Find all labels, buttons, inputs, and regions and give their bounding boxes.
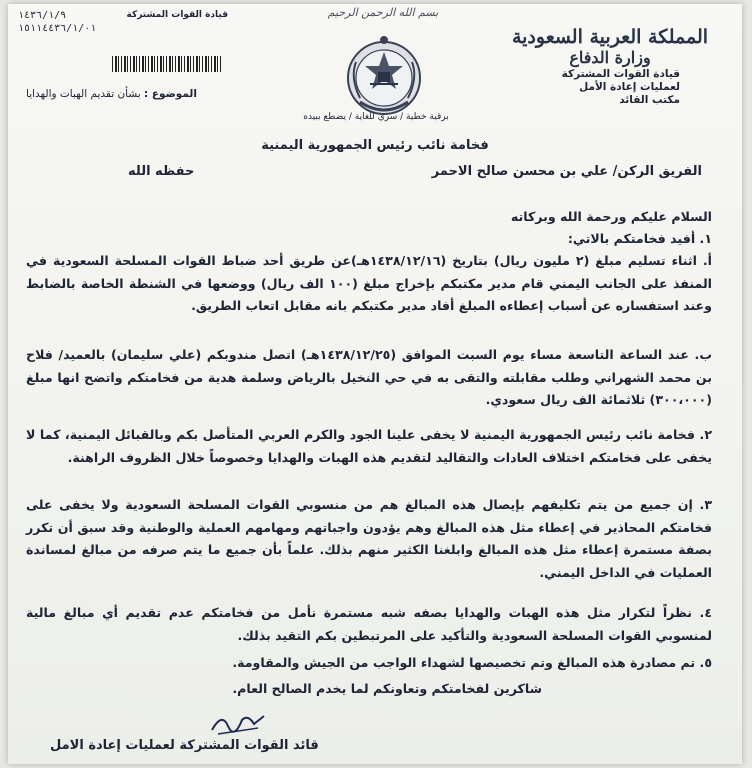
reference-date: ١٥١١٤٤٣٦/١/٠١ (18, 23, 97, 34)
paragraph-2: ٢. فخامة نائب رئيس الجمهورية اليمنية لا يخفى علينا الجود والكرم العربي المتأصل بكم وبالقبائل اليمنية، كما لا يخفى على فخامتكم اختلاف العادات والتقاليد لتقديم هذه الهبات والهدايا وخصوصاً خلال الظروف الراهنة. (26, 427, 712, 465)
paragraph-3: ٣. إن جميع من يتم تكليفهم بإيصال هذه المبالغ هم من منسوبي القوات المسلحة السعودية ولا يخفى على فخامتكم المحاذير في إعطاء مثل هذه المبالغ وهم يؤدون واجباتهم ومهامهم العملية والوطنية وقد سبق أن تكرر بصفة مستمرة إعطاء مثل هذه المبالغ وابلغنا الكثير منهم بذلك. علماً بأن جميع ما يتم صرفه من مبالغ لمساندة العمليات في الداخل اليمني. (26, 497, 712, 580)
letterhead (500, 26, 720, 107)
addressee-blessing: حفظه الله (128, 164, 195, 179)
reference-number: ١٤٣٦/١/٩ (18, 10, 67, 21)
left-unit-label: قيادة القوات المشتركة (126, 10, 228, 20)
dept-line-3: مكتب القائد (619, 94, 680, 106)
classification-note: برقية خطية / سري للغاية / يضطع ببيده (303, 112, 449, 122)
paragraph-4: ٤. نظراً لتكرار مثل هذه الهبات والهدايا بصفه شبه مستمرة نأمل من فخامتكم عدم تقديم أي مبالغ مالية لمنسوبي القوات المسلحة السعودية والتأكيد على المرتبطين بكم التقيد بذلك. (26, 605, 712, 643)
basmala: بسم الله الرحمن الرحيم (327, 6, 439, 19)
subject-text: بشأن تقديم الهبات والهدايا (26, 88, 141, 100)
ministry-title: وزارة الدفاع (569, 48, 651, 67)
document-sheet (8, 4, 742, 764)
paragraph-a: أ. اثناء تسليم مبلغ (٢ مليون ريال) بتاريخ (١٤٣٨/١٢/١٦هـ)عن طريق أحد ضباط القوات المسلحة السعودية في المنفذ على الجانب اليمني قام مدير مكتبكم بإخراج مبلغ (١٠٠ الف ريال) ووضعها في الشنطة الخاصة بالضابط وعند استفساره عن أسباب إعطاءه المبلغ أفاد مدير مكتبكم بانه مقابل اتعاب الطريق. (26, 253, 712, 313)
subject-line (26, 88, 197, 100)
intro-line: ١. أفيد فخامتكم بالاتي: (567, 231, 712, 246)
kingdom-title: المملكة العربية السعودية (511, 26, 709, 48)
subject-label: الموضوع : (144, 88, 197, 100)
signatory-title: قائد القوات المشتركة لعمليات إعادة الامل (50, 738, 319, 753)
addressee-name: الفريق الركن/ علي بن محسن صالح الاحمر (431, 164, 702, 179)
signature-icon (208, 708, 268, 738)
barcode-icon (112, 56, 222, 72)
addressee-title: فخامة نائب رئيس الجمهورية اليمنية (261, 138, 489, 153)
paragraph-b: ب. عند الساعة التاسعة مساء يوم السبت الموافق (١٤٣٨/١٢/٢٥هـ) اتصل مندوبكم (علي سليمان) بالعميد/ فلاح بن محمد الشهراني وطلب مقابلته والتقى به في حي النخيل بالرياض وسلمة هدية من فخامتكم واتضح انها مبلغ (٣٠٠،٠٠٠) ثلاثمائة الف ريال سعودي. (26, 347, 712, 407)
greeting: السلام عليكم ورحمة الله وبركاته (510, 209, 712, 224)
paragraph-5: ٥. تم مصادرة هذه المبالغ وتم تخصيصها لشهداء الواجب من الجيش والمقاومة. (232, 655, 712, 670)
reference-block (18, 10, 228, 34)
closing-line: شاكرين لفخامتكم وتعاونكم لما يخدم الصالح العام. (232, 681, 542, 696)
ministry-emblem-icon (340, 32, 428, 120)
dept-line-1: قيادة القوات المشتركة (561, 68, 680, 80)
dept-line-2: لعمليات إعادة الأمل (579, 81, 680, 93)
